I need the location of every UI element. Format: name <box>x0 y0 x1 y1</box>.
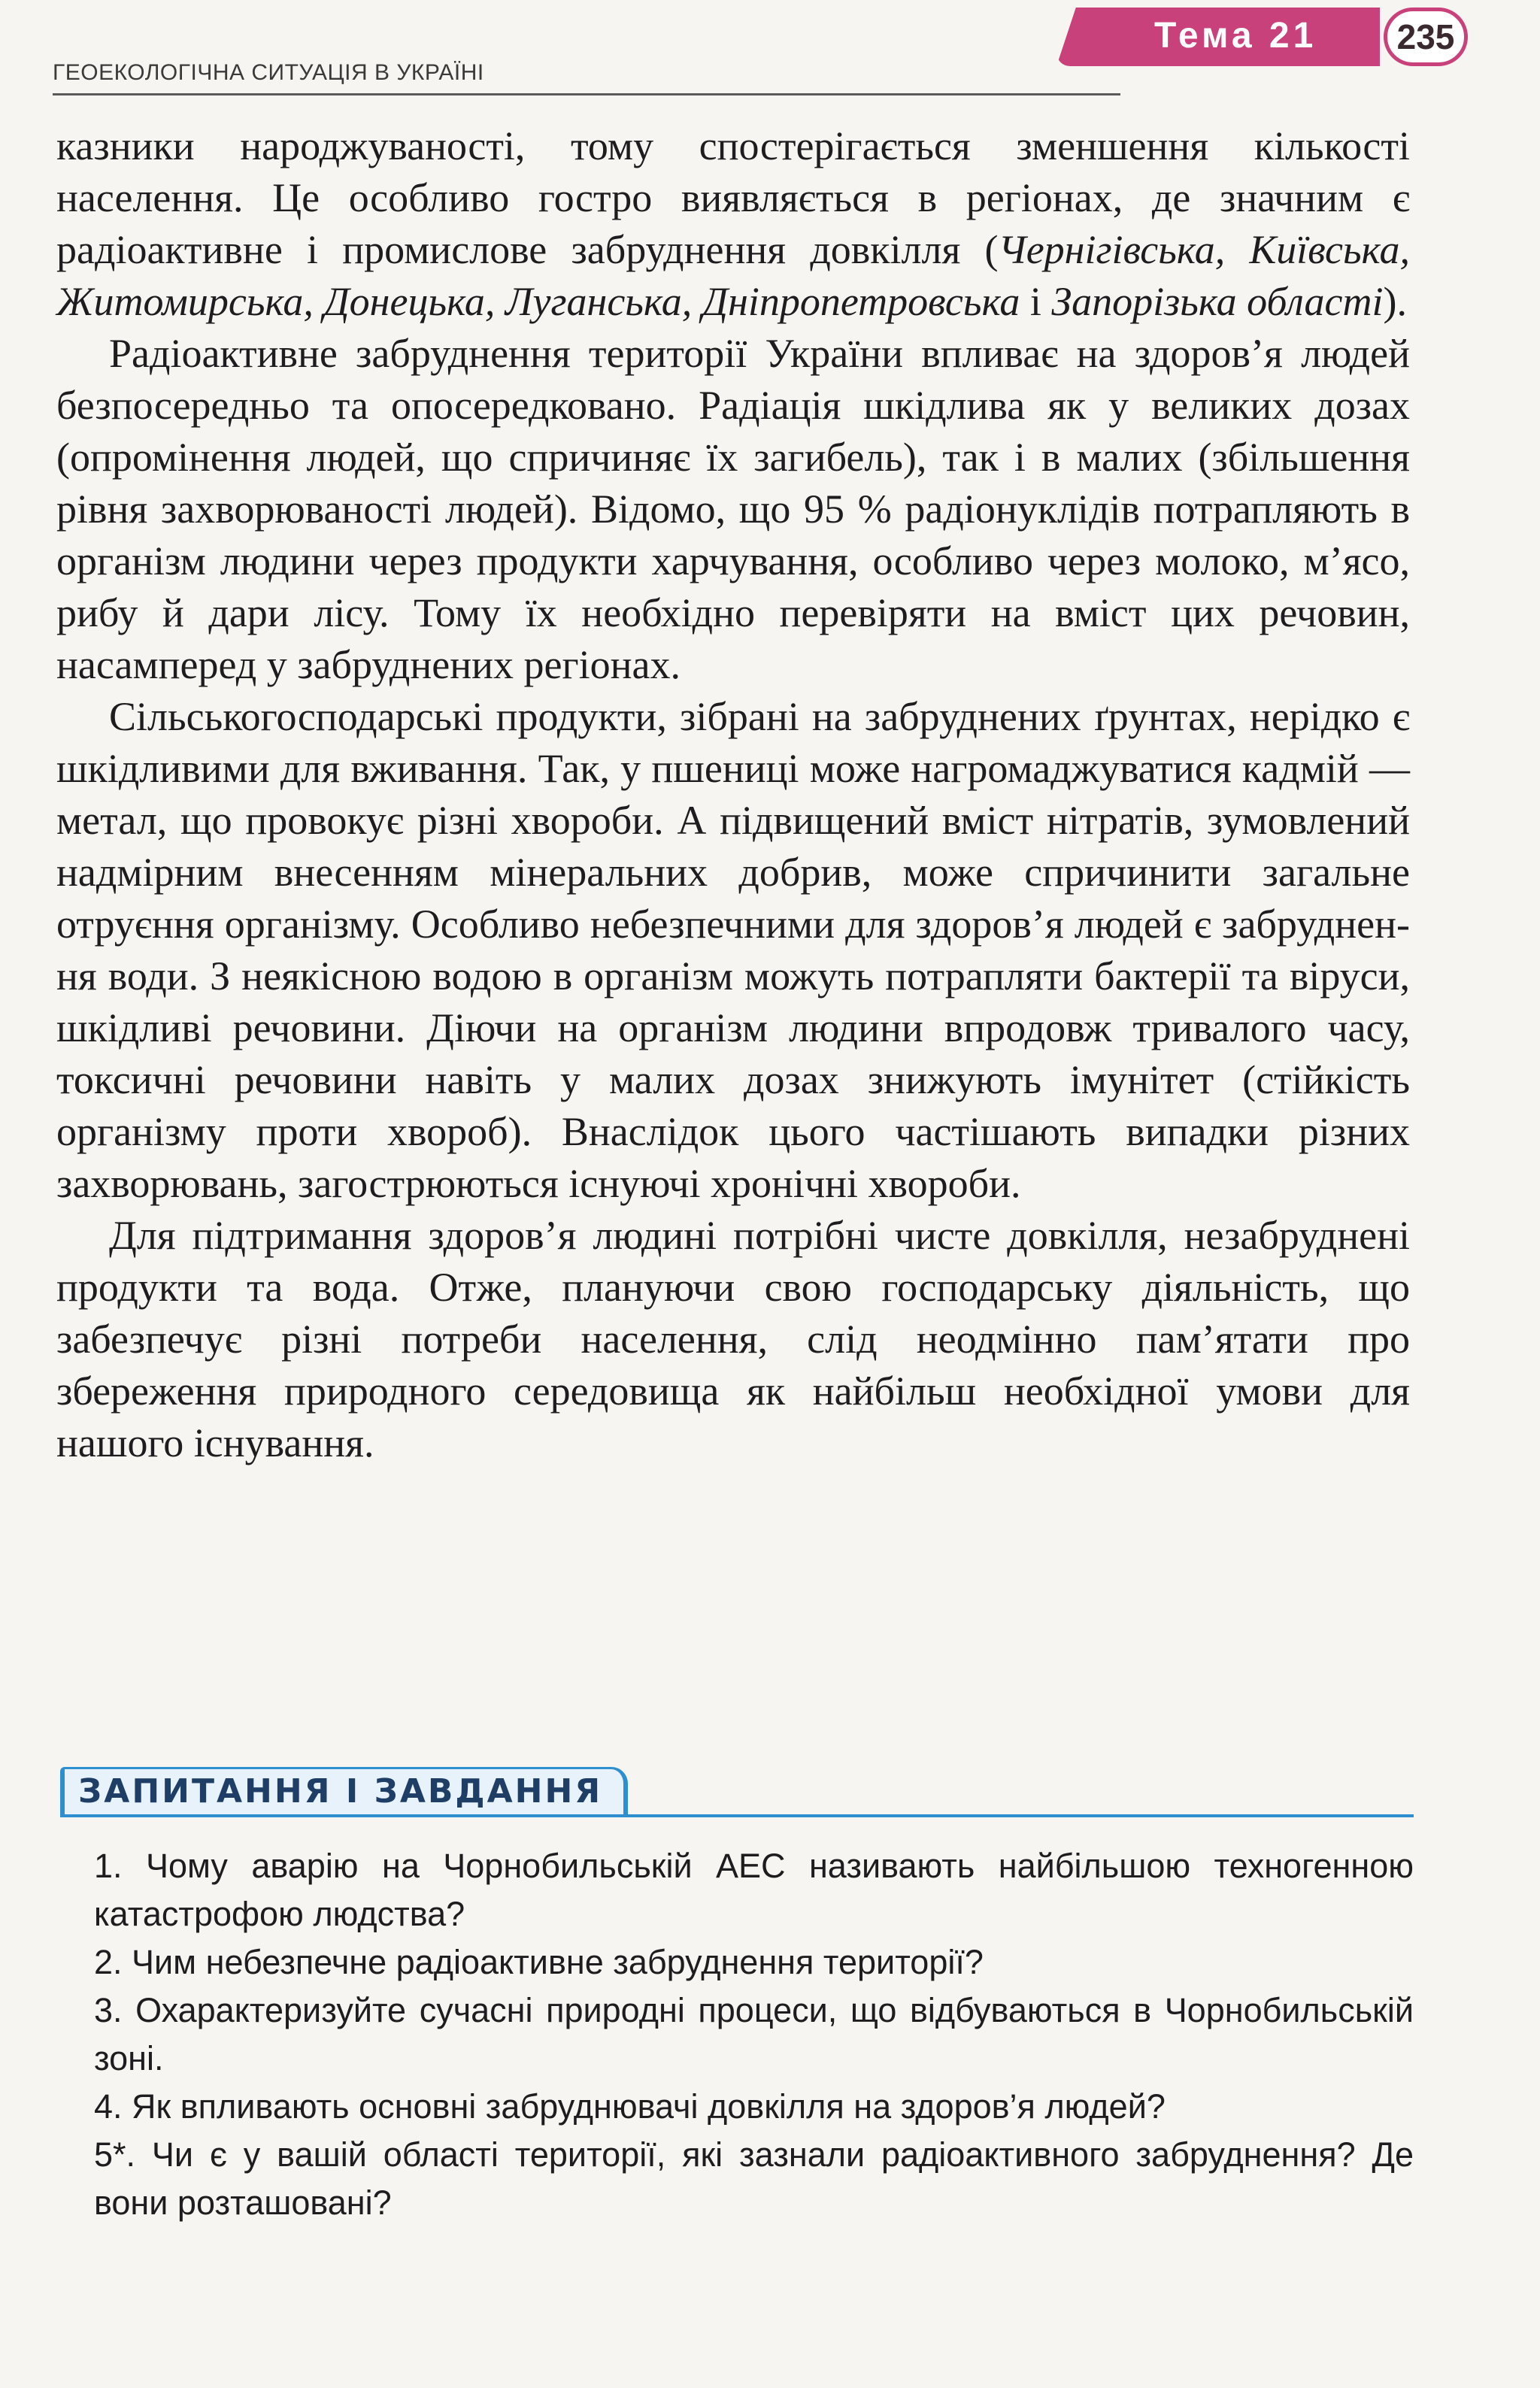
question-item: 2. Чим небезпечне радіоактивне забруднення території? <box>94 1943 984 1981</box>
body-text <box>56 120 1410 1469</box>
questions-section-title: ЗАПИТАННЯ І ЗАВДАННЯ <box>60 1767 628 1814</box>
question-item: 5*. Чи є у вашій області території, які зазнали радіоактивного забруднення? Де вони розташовані? <box>94 2135 1414 2222</box>
paragraph-1-connector: і <box>1020 279 1052 324</box>
regions-list: Чернігівська, Київська, Житомирська, Донецька, Луганська, Дніпропетровська <box>56 227 1410 324</box>
region-zaporizhzhia: Запорізька області <box>1051 279 1384 324</box>
tema-label: Тема 21 <box>1154 16 1317 56</box>
paragraph-1 <box>56 120 1410 328</box>
section-rule <box>60 1814 1414 1817</box>
header-rule <box>53 93 1120 95</box>
questions-list <box>94 1842 1414 2227</box>
questions-section-header <box>60 1767 1414 1820</box>
paragraph-1-end: ). <box>1383 279 1407 324</box>
running-title: ГЕОЕКОЛОГІЧНА СИТУАЦІЯ В УКРАЇНІ <box>53 60 484 85</box>
paragraph-3: Сільськогосподарські продукти, зібрані на забруднених ґрунтах, нерідко є шкідливими для вживання. Так, у пшениці може нагромаджуватися кадмій — метал, що провокує різні хвороби. А підвищений вміст нітратів, зумовлений надмірним внесенням мінеральних добрив, може спричинити загальне отруєння організму. Особливо небезпечними для здоров’я людей є забруднення води. З неякісною водою в організм можуть потрапляти бактерії та віруси, шкідливі речовини. Діючи на організм людини впродовж тривалого часу, токсичні речовини навіть у малих дозах знижують імунітет (стійкість організму проти хвороб). Внаслідок цього частішають випадки різних захворювань, загострюються існуючі хронічні хвороби. <box>56 694 1410 1206</box>
page-number: 235 <box>1384 8 1468 66</box>
question-item: 1. Чому аварію на Чорнобильській АЕС називають найбільшою техногенною катастрофою людства? <box>94 1847 1414 1933</box>
question-item: 4. Як впливають основні забруднювачі довкілля на здоров’я людей? <box>94 2087 1166 2126</box>
paragraph-4: Для підтримання здоров’я людині потрібні чисте довкілля, незабруднені продукти та вода. Отже, плануючи свою господарську діяльність, що забезпечує різні потреби населення, слід неодмінно пам’ятати про збереження природного середовища як найбільш необхідної умови для нашого існування. <box>56 1213 1410 1465</box>
question-item: 3. Охарактеризуйте сучасні природні процеси, що відбуваються в Чорнобильській зоні. <box>94 1991 1414 2077</box>
paragraph-1-start: казники народжуваності, тому спостерігається зменшення кількості населення. Це особливо гостро виявляється в регіонах, де значним є радіоактивне і промислове забруднення довкілля ( <box>56 123 1410 272</box>
paragraph-2: Радіоактивне забруднення території України впливає на здоров’я людей безпосередньо та опосередковано. Радіація шкідлива як у великих дозах (опромінення людей, що спричиняє їх загибель), так і в малих (збільшення рівня захворюваності людей). Відомо, що 95 % радіонуклідів потрапляють в організм людини через продукти харчування, особливо через молоко, м’ясо, рибу й дари лісу. Тому їх необхідно перевіряти на вміст цих речовин, насамперед у забруднених регіонах. <box>56 331 1410 687</box>
